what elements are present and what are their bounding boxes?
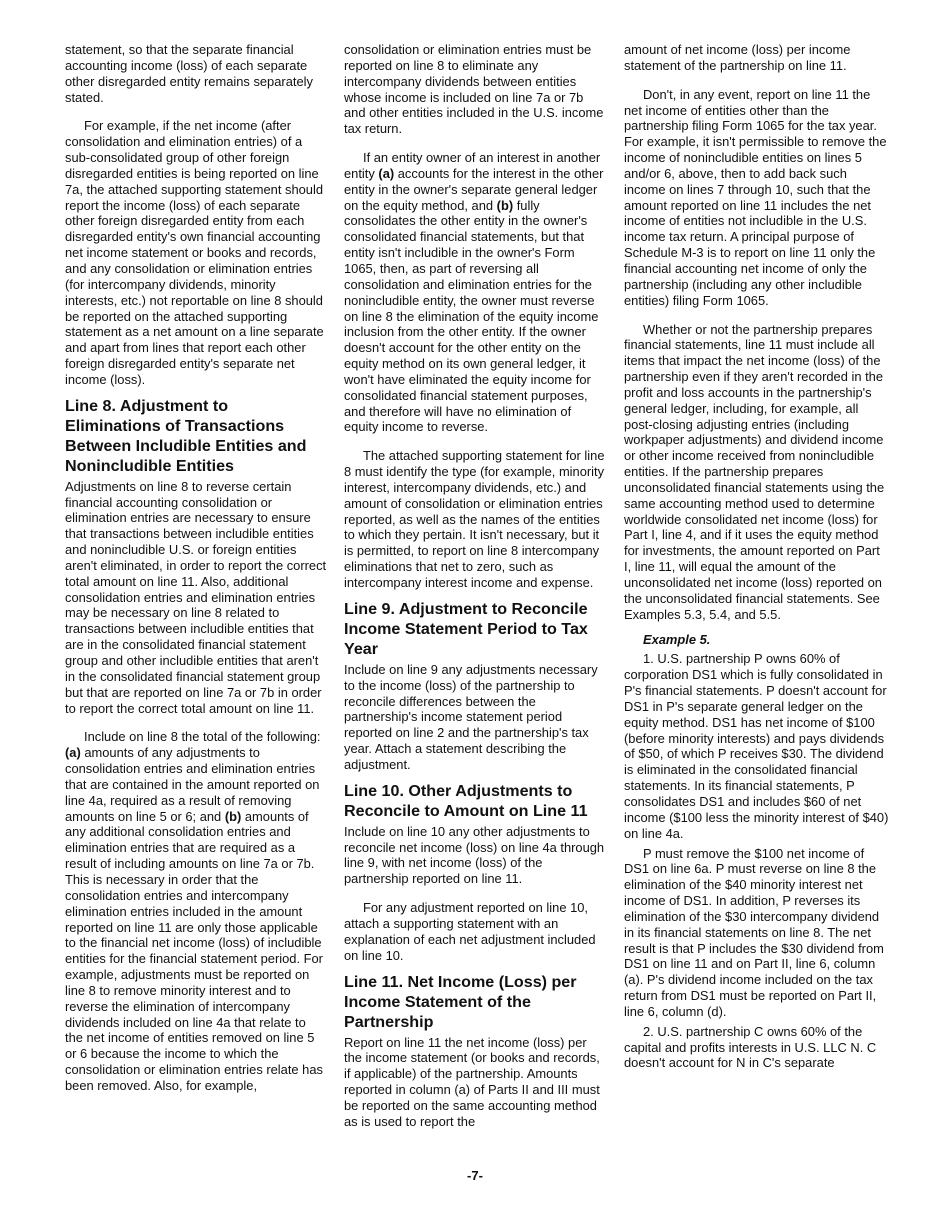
body-paragraph: Report on line 11 the net income (loss) per the income statement (or books and records, if applicable) of the partnership. Amounts reported in column (a) of Parts II and III must be reported on the same accounting method as is used to report the: [344, 1034, 600, 1129]
bold-marker: (b): [224, 808, 242, 824]
text-segment: amounts of any adjustments to consolidation entries and elimination entries that are contained in the amount reported on line 4a, required as a result of removing amounts on line 5 or 6; and: [65, 745, 320, 824]
text-segment: If an entity owner of an interest in another entity: [344, 150, 601, 181]
body-paragraph: 2. U.S. partnership C owns 60% of the capital and profits interests in U.S. LLC N. C doesn't account for N in C's separate: [624, 1023, 877, 1071]
text-segment: Include on line 8 the total of the following:: [84, 729, 321, 745]
body-paragraph: amount of net income (loss) per income statement of the partnership on line 11.: [624, 42, 851, 73]
page-number: -7-: [467, 1168, 483, 1183]
body-paragraph: Whether or not the partnership prepares financial statements, line 11 must include all items that impact the net income (loss) of the partnership even if they aren't recorded in the profit and loss accounts in the partnership's general ledger, including, for example, all post-closing adjusting entries (including workpaper adjustments) and dividend income or other income received from nonincludible entities. If the partnership prepares unconsolidated financial statements using the same accounting method used to determine worldwide consolidated net income (loss) for Part I, line 4, and if it uses the equity method for investments, the amount reported on Part I, line 11, will equal the amount of the unconsolidated net income (loss) reported on the unconsolidated financial statements. See Examples 5.3, 5.4, and 5.5.: [624, 321, 885, 622]
body-paragraph: consolidation or elimination entries must be reported on line 8 to eliminate any intercompany dividends between entities whose income is included on line 7a or 7b and other entities included in the U.S. income tax return.: [344, 42, 604, 137]
section-heading: Line 10. Other Adjustments to Reconcile to Amount on Line 11: [344, 781, 588, 820]
body-paragraph: [344, 150, 608, 435]
example-heading: Example 5.: [643, 631, 711, 647]
bold-marker: (b): [496, 197, 514, 213]
body-paragraph: Include on line 9 any adjustments necessary to the income (loss) of the partnership to reconcile differences between the partnership's income statement period reported on line 2 and the partnership's tax year. Attach a statement describing the adjustment.: [344, 661, 598, 772]
body-paragraph: 1. U.S. partnership P owns 60% of corporation DS1 which is fully consolidated in P's financial statements. P doesn't account for DS1 in P's separate general ledger on the equity method. DS1 has net income of $100 (before minority interests) and pays dividends of $50, of which P receives $30. The dividend is eliminated in the consolidated financial statements. In its financial statements, P consolidates DS1 and includes $60 of net income ($100 less the minority interest of $40) on line 4a.: [624, 651, 889, 841]
section-heading: Line 9. Adjustment to Reconcile Income Statement Period to Tax Year: [344, 599, 588, 658]
text-column-3: [624, 42, 890, 1071]
body-paragraph: statement, so that the separate financial accounting income (loss) of each separate other disregarded entity remains separately stated.: [65, 42, 313, 105]
text-segment: amounts of any additional consolidation entries and elimination entries that are required as a result of including amounts on line 7a or 7b. This is necessary in order that the consolidation entries and intercompany elimination entries included in the amount reported on line 11 are only those applicable to the financial net income (loss) of includible entities for the financial statement period. For example, adjustments must be reported on line 8 to remove minority interest and to reverse the elimination of intercompany dividends included on line 4a that relate to the net income of entities removed on line 5 or 6 because the income to which the consolidation or elimination entries relate has been removed. Also, for example,: [65, 808, 323, 1093]
bold-marker: (a): [378, 165, 395, 181]
section-heading: Line 11. Net Income (Loss) per Income Statement of the Partnership: [344, 972, 577, 1031]
body-paragraph: Don't, in any event, report on line 11 the net income of entities other than the partnership filing Form 1065 for the tax year. For example, it isn't permissible to remove the income of nonincludible entities on lines 5 and/or 6, above, then to add back such income on lines 7 through 10, such that the amount reported on line 11 includes the net income of entities not includible in the U.S. income tax return. A principal purpose of Schedule M-3 is to report on line 11 only the financial accounting net income of only the partnership (including any other includible entities) filing Form 1065.: [624, 86, 887, 308]
text-segment: fully consolidates the other entity in the owner's consolidated financial statements, but that entity isn't includible in the owner's Form 1065, then, as part of reversing all consolidation and elimination entries for the nonincludible entity, the owner must reverse on line 8 the elimination of the equity income inclusion from the other entity. If the owner doesn't account for the other entity on the equity method on its own general ledger, it won't have eliminated the equity income for consolidated financial statement purposes, and therefore will have no elimination of equity income to reverse.: [344, 197, 599, 435]
body-paragraph: The attached supporting statement for line 8 must identify the type (for example, minority interest, intercompany dividends, etc.) and amount of consolidation or elimination entries reported, as well as the names of the entities to which they pertain. It isn't necessary, but it is permitted, to report on line 8 intercompany eliminations that net to zero, such as intercompany interest income and expense.: [344, 448, 605, 590]
section-heading: Line 8. Adjustment to Eliminations of Transactions Between Includible Entities and Nonincludible Entities: [65, 396, 307, 475]
text-column-1: [65, 42, 327, 1094]
body-paragraph: For any adjustment reported on line 10, attach a supporting statement with an explanation of each net adjustment included on line 10.: [344, 900, 596, 963]
body-paragraph: Include on line 10 any other adjustments to reconcile net income (loss) on line 4a through line 9, with net income (loss) of the partnership reported on line 11.: [344, 823, 605, 887]
body-paragraph: For example, if the net income (after consolidation and elimination entries) of a sub-consolidated group of other foreign disregarded entities is being reported on line 7a, the attached supporting statement should report the income (loss) of each separate other foreign disregarded entity from each disregarded entity's own financial accounting net income statement or books and records, and any consolidation or elimination entries (for intercompany dividends, minority interests, etc.) not reportable on line 8 should be reported on the attached supporting statement as a net amount on a line separate and apart from lines that report each other foreign disregarded entity's separate net income (loss).: [65, 118, 324, 387]
bold-marker: (a): [65, 745, 81, 761]
text-segment: accounts for the interest in the other entity in the owner's separate general ledger on the equity method, and: [344, 165, 604, 213]
body-paragraph: Adjustments on line 8 to reverse certain financial accounting consolidation or elimination entries are necessary to ensure that transactions between includible entities and nonincludible U.S. or foreign entities aren't eliminated, in order to report the correct total amount on line 11. Also, additional consolidation entries and elimination entries may be necessary on line 8 related to transactions between includible entities that are in the consolidated financial statement group and other includible entities that aren't in the consolidated financial statement group but that are reported on line 7a or 7b in order to report the correct total amount on line 11.: [65, 478, 327, 716]
body-paragraph: [65, 729, 327, 1093]
text-column-2: [344, 42, 608, 1130]
body-paragraph: P must remove the $100 net income of DS1 on line 6a. P must reverse on line 8 the elimination of the $40 minority interest net income of DS1. In addition, P reverses its elimination of the $30 intercompany dividend in its financial statements on line 8. The net result is that P includes the $30 dividend from DS1 on line 11 and on Part II, line 6, column (a). P's dividend income included on the tax return from DS1 must be reported on Part II, line 6, column (d).: [624, 845, 884, 1019]
